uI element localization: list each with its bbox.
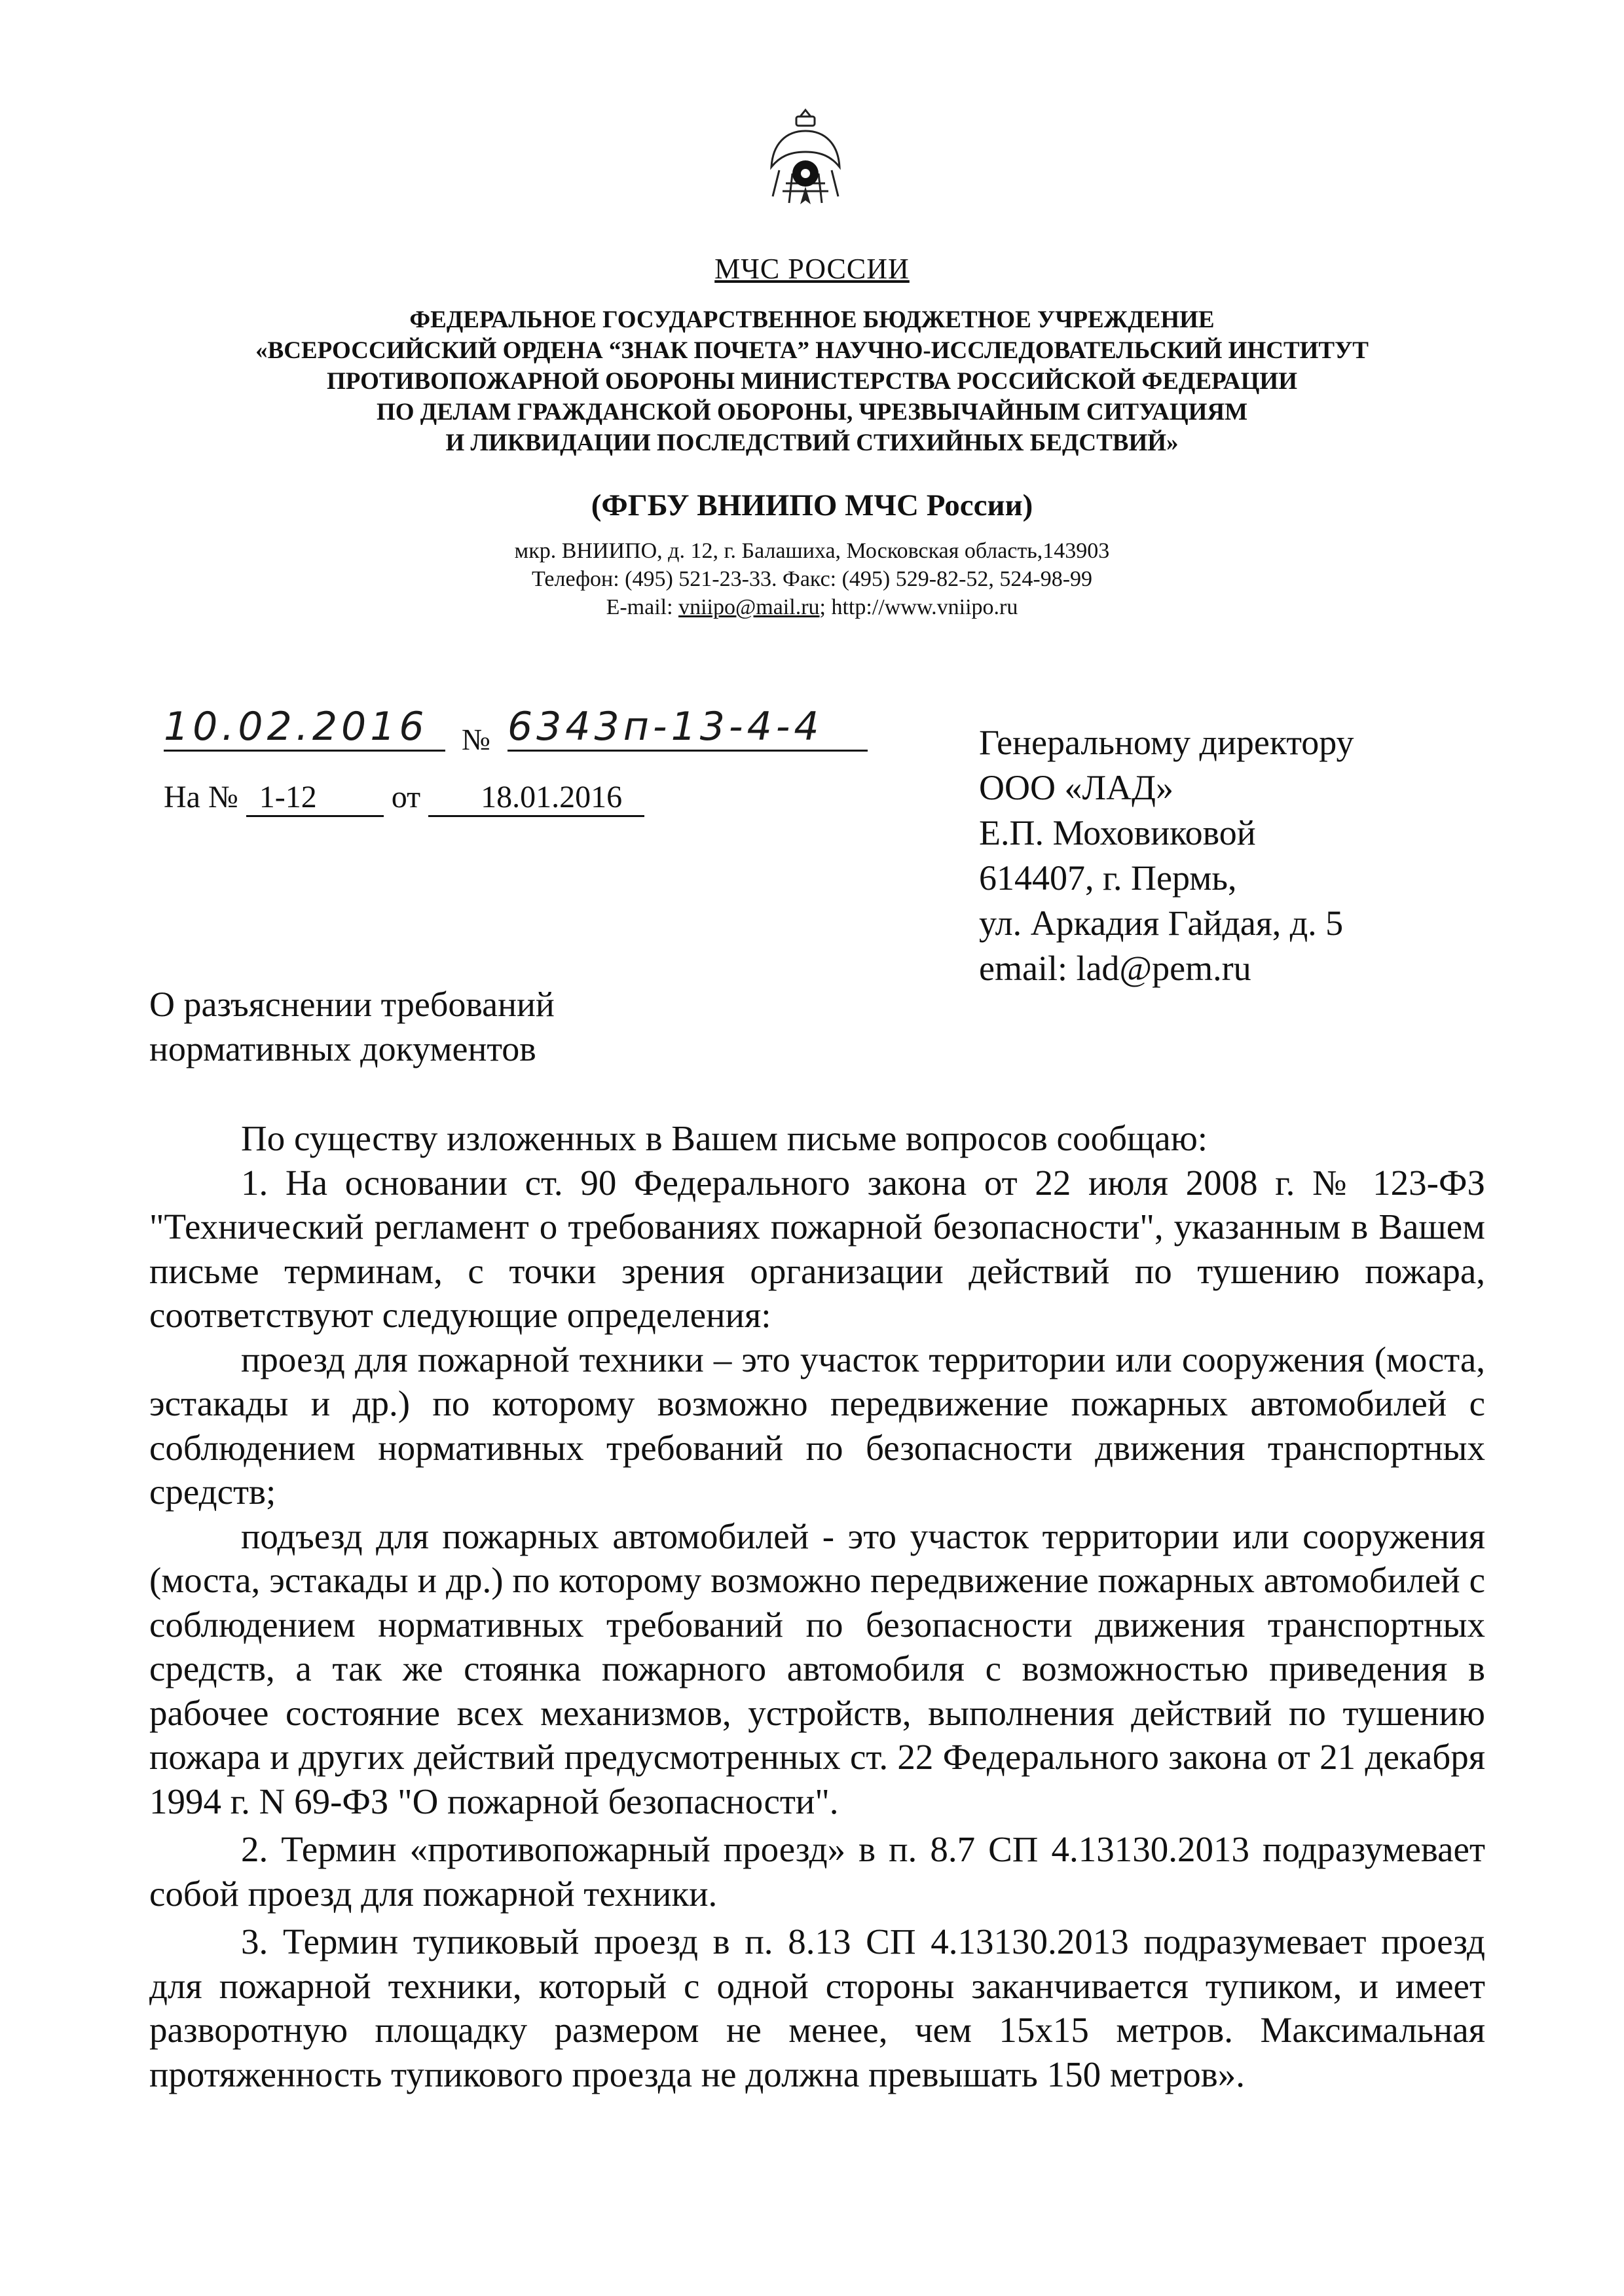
addressee-line: Е.П. Моховиковой — [979, 813, 1256, 852]
reference-row — [164, 779, 644, 817]
ref-label: На № — [164, 780, 238, 814]
phone-line: Телефон: (495) 521-23-33. Факс: (495) 529-82-52, 524-98-99 — [531, 567, 1093, 591]
org-name-line: И ЛИКВИДАЦИИ ПОСЛЕДСТВИЙ СТИХИЙНЫХ БЕДСТВИЙ» — [445, 429, 1179, 456]
from-label: от — [391, 780, 421, 814]
body-paragraph: 1. На основании ст. 90 Федерального закона от 22 июля 2008 г. № 123-ФЗ "Технический регламент о требованиях пожарной безопасности", указанным в Вашем письме терминам, с точки зрения организации действий по тушению пожара, соответствуют следующие определения: — [149, 1162, 1485, 1335]
body-paragraph: 2. Термин «противопожарный проезд» в п. 8.7 СП 4.13130.2013 подразумевает собой проезд для пожарной техники. — [149, 1829, 1485, 1914]
body-paragraph: подъезд для пожарных автомобилей - это участок территории или сооружения (моста, эстакады и др.) по которому возможно передвижение пожарных автомобилей с соблюдением нормативных требований по безопасности движения транспортных средств, а так же стоянка пожарного автомобиля с возможностью приведения в рабочее состояние всех механизмов, устройств, выполнения действий по тушению пожара и других действий предусмотренных ст. 22 Федерального закона от 21 декабря 1994 г. N 69-ФЗ "О пожарной безопасности". — [149, 1516, 1485, 1821]
subject-block — [149, 982, 555, 1071]
organization-full-name — [131, 304, 1493, 458]
email-link[interactable]: vniipo@mail.ru — [678, 595, 820, 619]
addressee-line: Генеральному директору — [979, 723, 1354, 762]
letter-body — [149, 1116, 1485, 2096]
email-prefix: E-mail: — [606, 595, 679, 619]
subject-line: О разъяснении требований — [149, 985, 555, 1024]
addressee-block — [979, 720, 1354, 991]
ref-date: 18.01.2016 — [428, 779, 644, 817]
email-line — [0, 593, 1624, 621]
website-text: ; http://www.vniipo.ru — [819, 595, 1018, 619]
addressee-line: email: lad@pem.ru — [979, 949, 1251, 988]
address-line: мкр. ВНИИПО, д. 12, г. Балашиха, Московская область,143903 — [514, 539, 1110, 563]
org-name-line: ПРОТИВОПОЖАРНОЙ ОБОРОНЫ МИНИСТЕРСТВА РОССИЙСКОЙ ФЕДЕРАЦИИ — [327, 368, 1297, 395]
ministry-name: МЧС РОССИИ — [714, 253, 910, 285]
org-name-line: «ВСЕРОССИЙСКИЙ ОРДЕНА “ЗНАК ПОЧЕТА” НАУЧНО-ИССЛЕДОВАТЕЛЬСКИЙ ИНСТИТУТ — [255, 337, 1369, 364]
handwritten-date: 10.02.2016 — [164, 704, 445, 752]
body-paragraph: По существу изложенных в Вашем письме вопросов сообщаю: — [241, 1118, 1208, 1158]
org-name-line: ПО ДЕЛАМ ГРАЖДАНСКОЙ ОБОРОНЫ, ЧРЕЗВЫЧАЙНЫМ СИТУАЦИЯМ — [376, 399, 1248, 426]
addressee-line: ООО «ЛАД» — [979, 768, 1173, 807]
organization-short-name: (ФГБУ ВНИИПО МЧС России) — [591, 488, 1033, 522]
body-paragraph: проезд для пожарной техники – это участок территории или сооружения (моста, эстакады и др.) по которому возможно передвижение пожарных автомобилей с соблюдением нормативных требований по безопасности движения транспортных средств; — [149, 1339, 1485, 1512]
subject-line: нормативных документов — [149, 1029, 536, 1068]
addressee-line: ул. Аркадия Гайдая, д. 5 — [979, 903, 1344, 943]
contacts-block — [0, 537, 1624, 621]
ref-number: 1-12 — [246, 779, 384, 817]
org-name-line: ФЕДЕРАЛЬНОЕ ГОСУДАРСТВЕННОЕ БЮДЖЕТНОЕ УЧРЕЖДЕНИЕ — [409, 306, 1215, 333]
mchs-emblem-icon — [760, 105, 851, 210]
body-paragraph: 3. Термин тупиковый проезд в п. 8.13 СП 4.13130.2013 подразумевает проезд для пожарной техники, который с одной стороны заканчивается тупиком, и имеет разворотную площадку размером не менее, чем 15х15 метров. Максимальная протяженность тупикового проезда не должна превышать 150 метров». — [149, 1922, 1485, 2094]
handwritten-number: 6343п-13-4-4 — [507, 704, 868, 752]
addressee-line: 614407, г. Пермь, — [979, 858, 1237, 898]
number-label: № — [462, 723, 490, 756]
